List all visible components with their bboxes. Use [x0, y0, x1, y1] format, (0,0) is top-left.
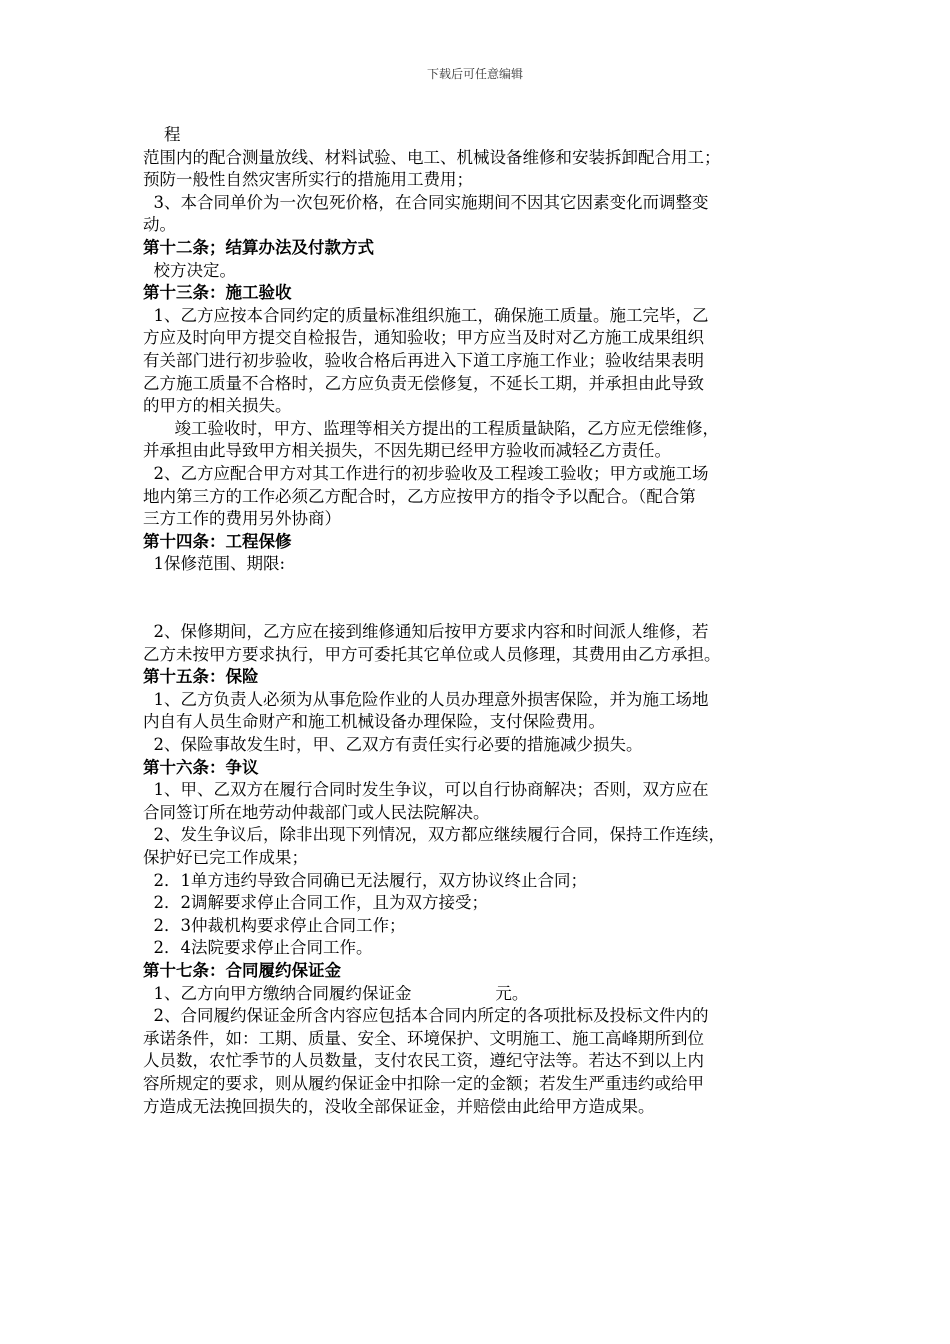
paragraph-line: 方造成无法挽回损失的，没收全部保证金，并赔偿由此给甲方造成果。	[143, 1096, 655, 1116]
section-heading: 第十七条：合同履约保证金	[143, 960, 341, 980]
paragraph-line: 承诺条件，如：工期、质量、安全、环境保护、文明施工、施工高峰期所到位	[143, 1028, 704, 1048]
paragraph-line: 合同签订所在地劳动仲裁部门或人民法院解决。	[143, 802, 490, 822]
paragraph-line: 方应及时向甲方提交自检报告，通知验收；甲方应当及时对乙方施工成果组织	[143, 328, 704, 348]
paragraph-line: 3、本合同单价为一次包死价格，在合同实施期间不因其它因素变化而调整变	[143, 192, 709, 212]
document-body	[143, 124, 823, 1118]
page-header-note: 下载后可任意编辑	[426, 67, 523, 81]
paragraph-line: 容所规定的要求，则从履约保证金中扣除一定的金额；若发生严重违约或给甲	[143, 1073, 704, 1093]
paragraph-line: 校方决定。	[143, 260, 236, 280]
blank-line	[143, 598, 823, 621]
paragraph-line: 内自有人员生命财产和施工机械设备办理保险，支付保险费用。	[143, 712, 605, 732]
paragraph-line: 范围内的配合测量放线、材料试验、电工、机械设备维修和安装拆卸配合用工；	[143, 147, 721, 167]
section-heading: 第十四条：工程保修	[143, 531, 292, 551]
section-heading: 第十二条；结算办法及付款方式	[143, 237, 374, 257]
paragraph-line: 程	[143, 125, 181, 144]
paragraph-line: 1、乙方应按本合同约定的质量标准组织施工，确保施工质量。施工完毕，乙	[143, 305, 709, 325]
paragraph-line: 2、合同履约保证金所含内容应包括本合同内所定的各项批标及投标文件内的	[143, 1006, 709, 1026]
paragraph-line: 2．4法院要求停止合同工作。	[143, 938, 373, 958]
paragraph-line: 2、保险事故发生时，甲、乙双方有责任实行必要的措施减少损失。	[143, 735, 643, 755]
paragraph-line: 乙方未按甲方要求执行，甲方可委托其它单位或人员修理，其费用由乙方承担。	[143, 644, 721, 664]
paragraph-line: 2、乙方应配合甲方对其工作进行的初步验收及工程竣工验收；甲方或施工场	[143, 463, 709, 483]
paragraph-line: 2．1单方违约导致合同确已无法履行，双方协议终止合同；	[143, 870, 587, 890]
paragraph-line: 的甲方的相关损失。	[143, 396, 292, 416]
paragraph-line: 1保修范围、期限:	[143, 554, 286, 574]
paragraph-line: 预防一般性自然灾害所实行的措施用工费用；	[143, 170, 473, 190]
paragraph-line: 动。	[143, 215, 176, 235]
paragraph-line: 并承担由此导致甲方相关损失，不因先期已经甲方验收而减轻乙方责任。	[143, 441, 671, 461]
paragraph-line: 1、乙方负责人必须为从事危险作业的人员办理意外损害保险，并为施工场地	[143, 689, 709, 709]
paragraph-line: 三方工作的费用另外协商）	[143, 509, 341, 529]
paragraph-line: 1、甲、乙双方在履行合同时发生争议，可以自行协商解决；否则，双方应在	[143, 780, 709, 800]
blank-line	[143, 576, 823, 599]
paragraph-line: 竣工验收时，甲方、监理等相关方提出的工程质量缺陷，乙方应无偿维修，	[143, 418, 719, 438]
paragraph-line: 1、乙方向甲方缴纳合同履约保证金 元。	[143, 983, 529, 1003]
paragraph-line: 2、保修期间，乙方应在接到维修通知后按甲方要求内容和时间派人维修，若	[143, 622, 709, 642]
paragraph-line: 保护好已完工作成果；	[143, 848, 308, 867]
paragraph-line: 2．3仲裁机构要求停止合同工作；	[143, 915, 406, 935]
paragraph-line: 2、发生争议后，除非出现下列情况，双方都应继续履行合同，保持工作连续，	[143, 825, 725, 845]
paragraph-line: 乙方施工质量不合格时，乙方应负责无偿修复，不延长工期，并承担由此导致	[143, 373, 704, 393]
section-heading: 第十五条：保险	[143, 667, 259, 687]
paragraph-line: 有关部门进行初步验收，验收合格后再进入下道工序施工作业；验收结果表明	[143, 350, 704, 370]
section-heading: 第十三条：施工验收	[143, 283, 292, 303]
section-heading: 第十六条：争议	[143, 757, 259, 777]
paragraph-line: 人员数，农忙季节的人员数量，支付农民工资，遵纪守法等。若达不到以上内	[143, 1051, 704, 1071]
paragraph-line: 2．2调解要求停止合同工作，且为双方接受；	[143, 893, 488, 913]
paragraph-line: 地内第三方的工作必须乙方配合时，乙方应按甲方的指令予以配合。（配合第	[143, 486, 696, 506]
